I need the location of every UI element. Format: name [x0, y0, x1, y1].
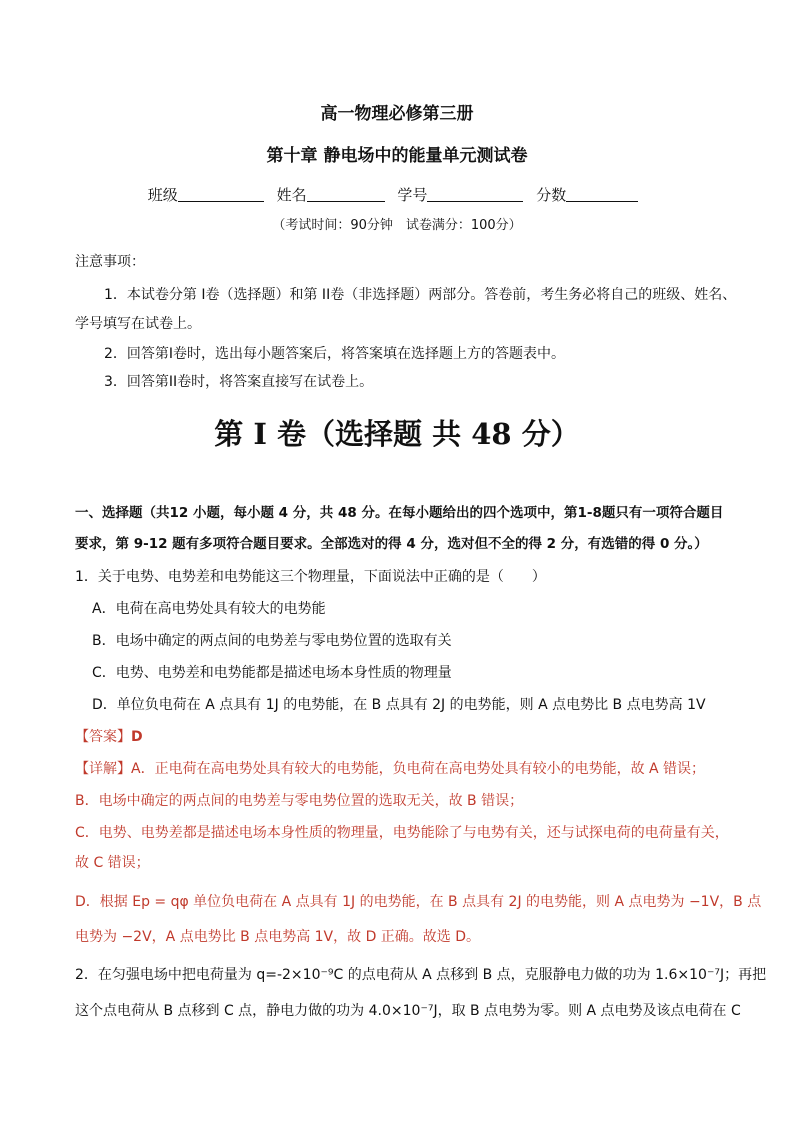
detail-label: 【详解】 — [75, 761, 131, 777]
name-blank[interactable] — [307, 185, 385, 202]
exam-subtitle: 第十章 静电场中的能量单元测试卷 — [266, 146, 528, 166]
q1-stem: 1．关于电势、电势差和电势能这三个物理量，下面说法中正确的是（ ） — [75, 569, 546, 585]
q1-detail-c: C．电势、电势差都是描述电场本身性质的物理量，电势能除了与电势有关，还与试探电荷的电荷量有关， — [75, 825, 729, 841]
q1-option-b: B．电场中确定的两点间的电势差与零电势位置的选取有关 — [92, 633, 452, 649]
q1-detail-d: D．根据 Ep = qφ 单位负电荷在 A 点具有 1J 的电势能，在 B 点具有 2J 的电势能，则 A 点电势为 −1V，B 点 — [75, 894, 762, 910]
score-label: 分数 — [536, 186, 567, 204]
q1-option-d: D．单位负电荷在 A 点具有 1J 的电势能，在 B 点具有 2J 的电势能，则 A 点电势比 B 点电势高 1V — [92, 697, 706, 713]
answer-value: D — [131, 729, 143, 745]
section-intro-2: 要求，第 9-12 题有多项符合题目要求。全部选对的得 4 分，选对但不全的得 2 分，有选错的得 0 分。） — [75, 536, 708, 552]
q1-detail-c-cont: 故 C 错误； — [75, 855, 150, 871]
notes-heading: 注意事项： — [75, 254, 145, 270]
q1-option-a: A．电荷在高电势处具有较大的电势能 — [92, 601, 326, 617]
score-blank[interactable] — [566, 185, 638, 202]
detail-a-text: A．正电荷在高电势处具有较大的电势能，负电荷在高电势处具有较小的电势能，故 A 错误； — [131, 761, 706, 777]
class-label: 班级 — [147, 186, 178, 204]
note-3: 3．回答第II卷时，将答案直接写在试卷上。 — [104, 374, 374, 390]
exam-title: 高一物理必修第三册 — [320, 104, 474, 124]
q1-detail-b: B．电场中确定的两点间的电势差与零电势位置的选取无关，故 B 错误； — [75, 793, 524, 809]
q1-detail-a — [75, 759, 705, 779]
exam-time-info: （考试时间：90分钟 试卷满分：100分） — [272, 218, 522, 233]
section-intro-1: 一、选择题（共12 小题，每小题 4 分，共 48 分。在每小题给出的四个选项中，第1-8题只有一项符合题目 — [75, 505, 724, 521]
note-2: 2．回答第I卷时，选出每小题答案后，将答案填在选择题上方的答题表中。 — [104, 346, 566, 362]
student-id-blank[interactable] — [427, 185, 523, 202]
q2-stem-2: 这个点电荷从 B 点移到 C 点，静电力做的功为 4.0×10⁻⁷J，取 B 点电势为零。则 A 点电势及该点电荷在 C — [75, 1003, 741, 1019]
answer-label: 【答案】 — [75, 729, 131, 745]
q1-option-c: C．电势、电势差和电势能都是描述电场本身性质的物理量 — [92, 665, 452, 681]
q1-answer — [75, 727, 143, 747]
q1-detail-d-cont: 电势为 −2V，A 点电势比 B 点电势高 1V，故 D 正确。故选 D。 — [75, 929, 481, 945]
class-blank[interactable] — [178, 185, 264, 202]
q2-stem-1: 2．在匀强电场中把电荷量为 q=-2×10⁻⁹C 的点电荷从 A 点移到 B 点，克服静电力做的功为 1.6×10⁻⁷J；再把 — [75, 967, 767, 983]
student-id-label: 学号 — [397, 186, 428, 204]
name-label: 姓名 — [276, 186, 307, 204]
student-info-row — [0, 185, 794, 205]
section-title: 第 I 卷（选择题 共 48 分） — [214, 417, 580, 451]
note-1-cont: 学号填写在试卷上。 — [75, 316, 201, 332]
note-1: 1．本试卷分第 I卷（选择题）和第 II卷（非选择题）两部分。答卷前，考生务必将自己的班级、姓名、 — [104, 287, 737, 303]
